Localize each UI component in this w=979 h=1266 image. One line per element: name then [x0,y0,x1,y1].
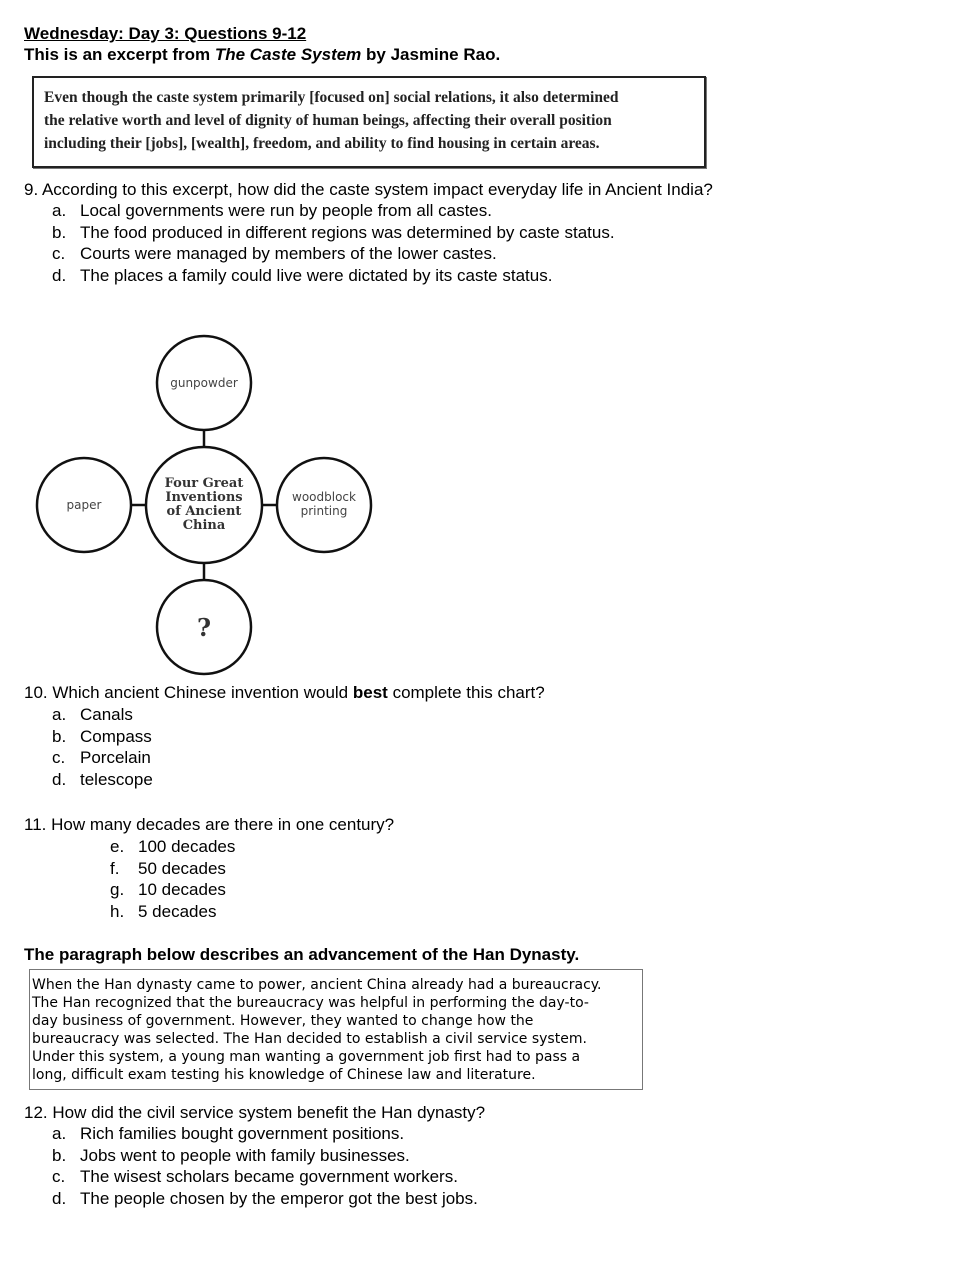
option-text: The food produced in different regions was determined by caste status. [80,222,615,242]
label-gunpowder: gunpowder [170,376,238,390]
option-letter: d. [52,266,67,286]
option-letter: a. [52,1124,67,1143]
option-letter: h. [110,902,125,922]
option-text: telescope [80,770,153,790]
option-text: Compass [80,726,152,746]
option-text: Porcelain [80,748,151,768]
center-line: Four Great [164,476,244,491]
option-text: Courts were managed by members of the lower castes. [80,244,497,264]
option-letter: c. [52,244,66,264]
option-letter: d. [52,1189,67,1209]
han-line: bureaucracy was selected. The Han decided to establish a civil service system. [32,1031,587,1047]
option-letter: b. [52,726,67,746]
han-line: day business of government. However, they wanted to change how the [32,1013,534,1029]
option-letter: e. [110,837,125,856]
excerpt-line: the relative worth and level of dignity of human beings, affecting their overall position [44,112,612,129]
option-text: Rich families bought government positions. [80,1124,405,1143]
intro-post: by Jasmine Rao. [361,45,501,64]
option-letter: a. [52,705,67,724]
q10-pre: 10. Which ancient Chinese invention would [24,683,353,702]
option-letter: d. [52,770,67,790]
option-text: Local governments were run by people from all castes. [80,201,492,220]
question-mark: ? [196,613,212,642]
han-paragraph-box [29,969,643,1090]
excerpt-line: including their [jobs], [wealth], freedom, and ability to find housing in certain areas. [44,135,600,152]
question-10 [24,683,545,703]
option-text: 50 decades [138,858,226,878]
option-text: The wisest scholars became government workers. [80,1167,458,1187]
han-line: Under this system, a young man wanting a government job first had to pass a [32,1049,581,1065]
q10-bold: best [352,683,388,702]
option-letter: b. [52,1145,67,1165]
book-title: The Caste System [214,45,362,64]
option-letter: c. [52,1167,66,1187]
option-text: 10 decades [138,880,226,900]
center-line: Inventions [165,490,243,505]
center-line: of Ancient [166,504,242,519]
option-text: Jobs went to people with family businesses. [80,1145,410,1165]
label-paper: paper [66,498,102,512]
excerpt-line: Even though the caste system primarily [focused on] social relations, it also determined [44,89,619,106]
option-letter: f. [110,858,120,878]
han-line: When the Han dynasty came to power, ancient China already had a bureaucracy. [32,977,602,993]
option-text: 5 decades [138,902,217,922]
label-woodblock: woodblock [292,490,356,504]
han-line: long, difficult exam testing his knowledge of Chinese law and literature. [32,1067,536,1083]
label-printing: printing [300,504,348,518]
question-9: 9. According to this excerpt, how did the caste system impact everyday life in Ancient India? [24,180,713,199]
option-text: The people chosen by the emperor got the best jobs. [80,1189,478,1209]
center-line: China [182,518,226,533]
han-heading: The paragraph below describes an advancement of the Han Dynasty. [24,945,580,964]
option-letter: a. [52,201,67,220]
option-letter: b. [52,222,67,242]
option-text: The places a family could live were dictated by its caste status. [80,266,553,286]
q10-post: complete this chart? [387,683,545,702]
option-text: 100 decades [138,837,236,856]
option-text: Canals [80,705,133,724]
question-12: 12. How did the civil service system benefit the Han dynasty? [24,1103,486,1122]
han-line: The Han recognized that the bureaucracy was helpful in performing the day-to- [32,995,589,1011]
page-title: Wednesday: Day 3: Questions 9-12 [24,24,307,43]
question-11: 11. How many decades are there in one century? [24,815,395,834]
option-letter: g. [110,880,125,900]
intro-pre: This is an excerpt from [24,45,215,64]
option-letter: c. [52,748,66,768]
